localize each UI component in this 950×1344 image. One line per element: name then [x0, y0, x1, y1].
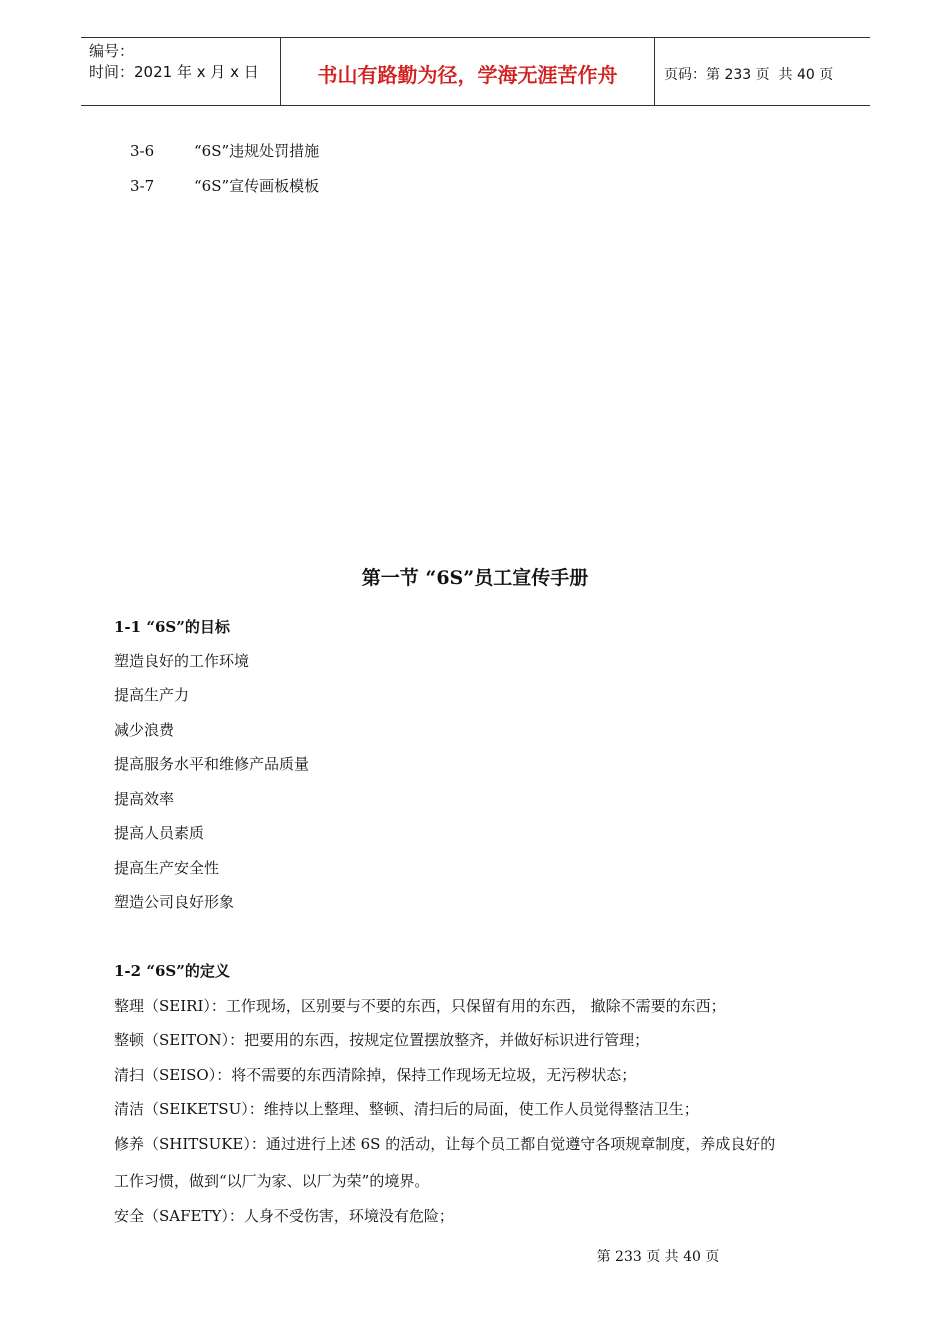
document-date: 时间：2021 年 x 月 x 日	[89, 63, 259, 81]
toc-item	[130, 140, 319, 161]
goal-item: 提高生产安全性	[114, 859, 220, 877]
toc-item-number: 3-7	[130, 177, 155, 195]
page-footer: 第 233 页 共 40 页	[596, 1249, 720, 1265]
header-motto: 书山有路勤为径，学海无涯苦作舟	[281, 38, 655, 105]
definition-line: 修养（SHITSUKE）：通过进行上述 6S 的活动，让每个员工都自觉遵守各项规章制度，养成良好的	[114, 1135, 776, 1153]
toc-item-title: “6S”宣传画板模板	[194, 177, 320, 195]
goal-item: 提高服务水平和维修产品质量	[114, 755, 310, 773]
goal-item: 减少浪费	[114, 721, 175, 739]
toc-item-number: 3-6	[130, 142, 155, 160]
definitions-heading: 1-2 “6S”的定义	[114, 962, 230, 980]
header-page-info	[655, 38, 870, 105]
document-number-label: 编号：	[89, 42, 135, 60]
goal-item: 提高人员素质	[114, 824, 205, 842]
page-info-text: 页码：第 233 页 共 40 页	[664, 66, 834, 83]
page-header	[81, 37, 870, 106]
goal-item: 塑造良好的工作环境	[114, 652, 250, 670]
toc-item-title: “6S”违规处罚措施	[194, 142, 320, 160]
definition-line: 清扫（SEISO）：将不需要的东西清除掉，保持工作现场无垃圾，无污秽状态；	[114, 1066, 637, 1084]
definition-line: 整理（SEIRI）：工作现场，区别要与不要的东西，只保留有用的东西， 撤除不需要的东西；	[114, 997, 726, 1015]
definition-line: 整顿（SEITON）：把要用的东西，按规定位置摆放整齐，并做好标识进行管理；	[114, 1031, 650, 1049]
goal-item: 塑造公司良好形象	[114, 893, 235, 911]
definition-line: 工作习惯，做到“以厂为家、以厂为荣”的境界。	[114, 1172, 430, 1190]
goal-item: 提高生产力	[114, 686, 190, 704]
toc-item	[130, 175, 319, 196]
goal-item: 提高效率	[114, 790, 175, 808]
definition-line: 清洁（SEIKETSU）：维持以上整理、整顿、清扫后的局面，使工作人员觉得整洁卫生；	[114, 1100, 699, 1118]
section-title: 第一节 “6S”员工宣传手册	[361, 567, 589, 589]
goals-heading: 1-1 “6S”的目标	[114, 618, 230, 636]
definition-line: 安全（SAFETY）：人身不受伤害，环境没有危险；	[114, 1207, 454, 1225]
header-meta	[81, 38, 281, 105]
